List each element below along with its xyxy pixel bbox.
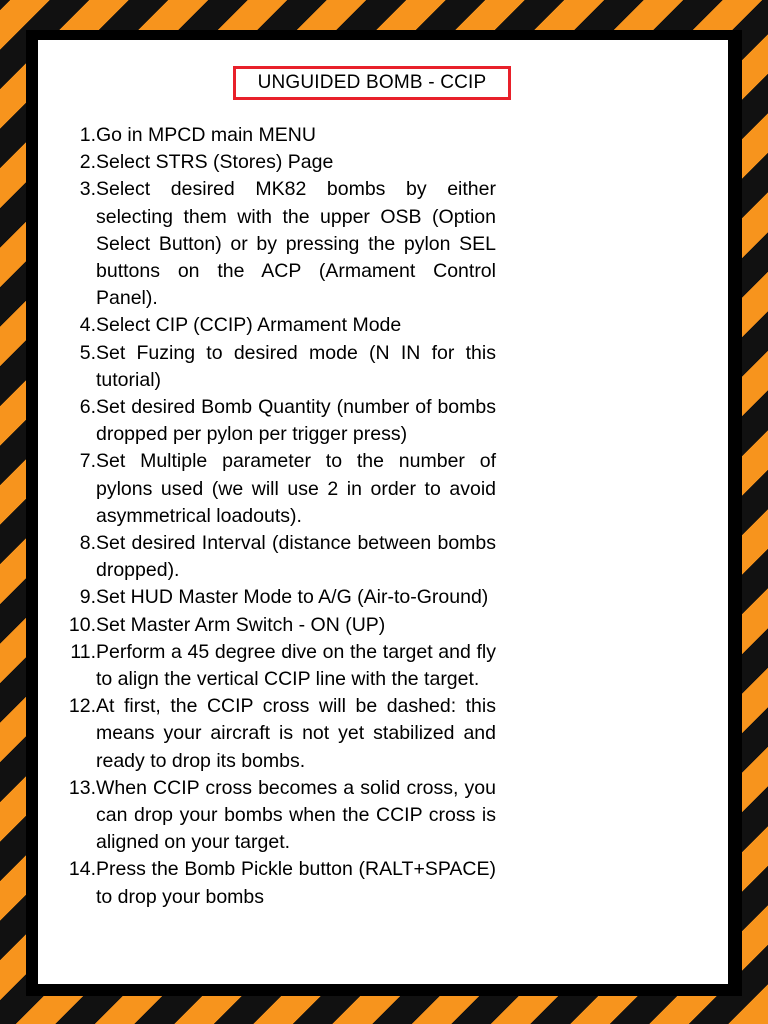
step-text: Perform a 45 degree dive on the target and fly to align the vertical CCIP line with the target.	[96, 640, 496, 691]
list-item	[60, 394, 496, 448]
step-text: Set HUD Master Mode to A/G (Air-to-Ground)	[96, 586, 489, 609]
step-number: 6.	[79, 396, 96, 419]
steps-list	[60, 122, 496, 911]
list-item	[60, 856, 496, 910]
step-number: 1.	[79, 124, 96, 146]
list-item	[60, 530, 496, 584]
step-text: Set Master Arm Switch - ON (UP)	[96, 613, 386, 636]
step-number: 14.	[68, 858, 96, 881]
step-text: Select STRS (Stores) Page	[96, 151, 334, 174]
step-number: 11.	[70, 640, 96, 663]
list-item	[60, 584, 496, 611]
list-item	[60, 693, 496, 775]
list-item	[60, 176, 496, 312]
step-text: When CCIP cross becomes a solid cross, you can drop your bombs when the CCIP cross is aligned on your target.	[96, 776, 496, 854]
instruction-page	[38, 40, 728, 984]
step-number: 5.	[79, 341, 96, 364]
list-item	[60, 122, 496, 149]
list-item	[60, 312, 496, 339]
list-item	[60, 340, 496, 394]
step-text: Go in MPCD main MENU	[96, 124, 316, 146]
step-text: Set Multiple parameter to the number of pylons used (we will use 2 in order to avoid asymmetrical loadouts).	[96, 450, 496, 527]
step-text: Select desired MK82 bombs by either selecting them with the upper OSB (Option Select Button) or by pressing the pylon SEL buttons on the ACP (Armament Control Panel).	[96, 178, 496, 310]
page-title: UNGUIDED BOMB - CCIP	[233, 66, 511, 100]
list-item	[60, 448, 496, 530]
list-item	[60, 149, 496, 176]
step-number: 9.	[79, 586, 96, 609]
step-text: Set desired Bomb Quantity (number of bombs dropped per pylon per trigger press)	[96, 396, 496, 446]
step-number: 12.	[68, 695, 96, 718]
list-item	[60, 775, 496, 857]
step-number: 4.	[79, 314, 96, 337]
step-text: Set Fuzing to desired mode (N IN for this tutorial)	[96, 341, 496, 391]
list-item	[60, 612, 496, 639]
step-text: At first, the CCIP cross will be dashed: this means your aircraft is not yet stabilized and ready to drop its bombs.	[96, 695, 496, 772]
step-number: 7.	[79, 450, 96, 473]
step-number: 3.	[79, 178, 96, 201]
list-item	[60, 639, 496, 693]
step-text: Set desired Interval (distance between bombs dropped).	[96, 532, 496, 582]
step-number: 2.	[79, 151, 96, 174]
step-number: 8.	[79, 532, 96, 555]
step-number: 10.	[68, 613, 96, 636]
step-number: 13.	[68, 776, 96, 799]
step-text: Select CIP (CCIP) Armament Mode	[96, 314, 402, 337]
step-text: Press the Bomb Pickle button (RALT+SPACE) to drop your bombs	[96, 858, 496, 908]
